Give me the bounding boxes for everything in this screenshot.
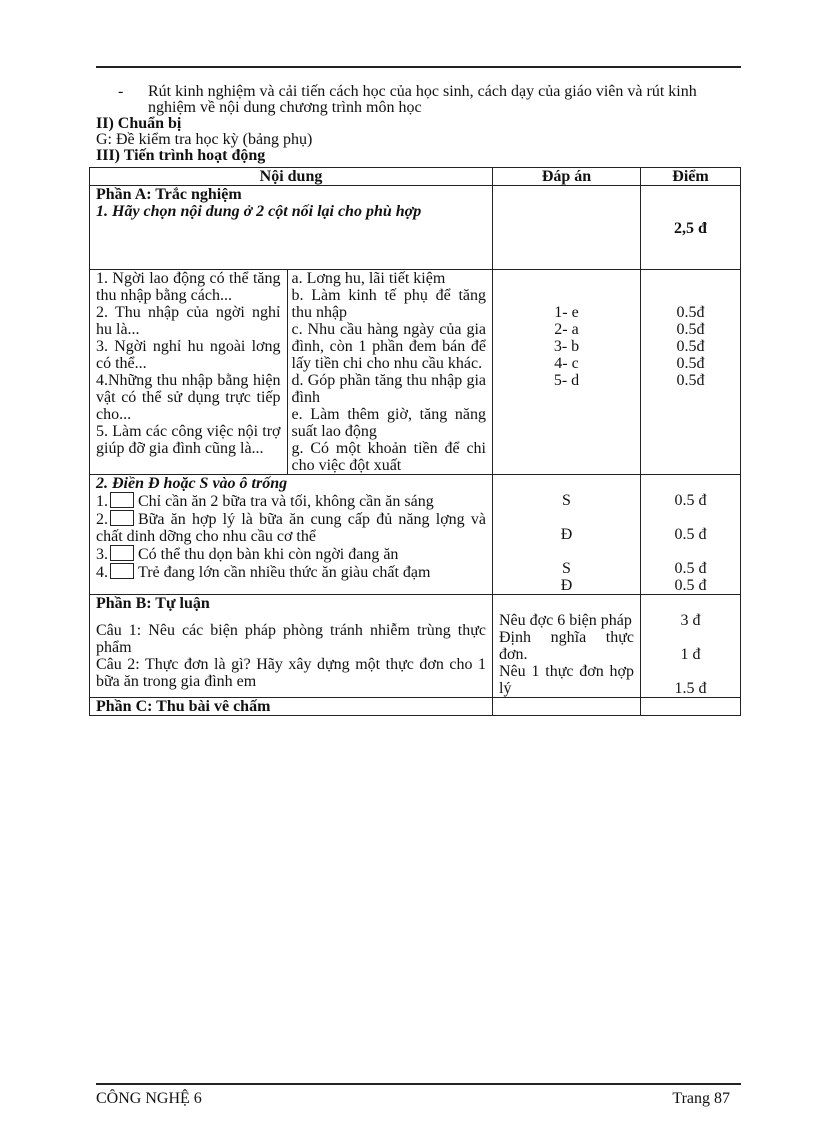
- footer-rule: [96, 1083, 741, 1085]
- part-a-header-row: [90, 186, 741, 270]
- exam-table: [89, 167, 741, 716]
- answer-box[interactable]: [110, 563, 134, 579]
- essay-question-2: Câu 2: Thực đơn là gì? Hãy xây dựng một thực đơn cho 1 bữa ăn trong gia đình em: [96, 656, 486, 690]
- section-title-preparation: II) Chuẩn bị: [96, 115, 182, 132]
- tf-score: 0.5 đ: [674, 560, 707, 577]
- match-right-item: e. Làm thêm giờ, tăng năng suất lao động: [291, 406, 486, 440]
- question-1-total-score: 2,5 đ: [674, 220, 707, 237]
- answer-box[interactable]: [110, 545, 134, 561]
- match-right-item: c. Nhu cầu hàng ngày của gia đình, còn 1 phần đem bán để lấy tiền chi cho nhu cầu khác.: [291, 321, 486, 372]
- part-c-title: Phần C: Thu bài vê chấm: [90, 698, 493, 716]
- match-answer: 4- c: [554, 355, 579, 372]
- part-a-title: Phần A: Trắc nghiệm: [96, 186, 242, 203]
- tf-item: 1. Chỉ cần ăn 2 bữa tra và tối, không cần ăn sáng: [96, 493, 434, 510]
- objective-text: Rút kinh nghiệm và cải tiến cách học của học sinh, cách dạy của giáo viên và rút kinh nghiệm về nội dung chương trình môn học: [148, 83, 697, 116]
- tf-answer: S: [562, 492, 571, 509]
- section-title-activities: III) Tiến trình hoạt động: [96, 147, 266, 164]
- question-1-title: 1. Hãy chọn nội dung ở 2 cột nối lại cho phù hợp: [96, 203, 422, 220]
- match-score: 0.5đ: [676, 372, 705, 389]
- intro-section: [96, 84, 741, 164]
- essay-score: 1.5 đ: [674, 680, 707, 697]
- header-rule: [96, 66, 741, 68]
- essay-answer: Định nghĩa thực đơn.: [499, 629, 634, 663]
- footer-page-number: Trang 87: [672, 1090, 730, 1107]
- match-right-item: b. Làm kinh tế phụ để tăng thu nhập: [291, 287, 486, 321]
- matching-columns: [90, 270, 492, 474]
- part-b-row: [90, 595, 741, 698]
- table-header-row: [90, 168, 741, 186]
- tf-answer: Đ: [560, 577, 573, 594]
- match-left-item: 1. Ngời lao động có thể tăng thu nhập bằng cách...: [96, 270, 281, 304]
- essay-score: 1 đ: [680, 646, 701, 663]
- match-answer: 3- b: [553, 338, 580, 355]
- bullet-dash: -: [118, 83, 124, 100]
- match-score: 0.5đ: [676, 304, 705, 321]
- tf-item: 4. Trẻ đang lớn cần nhiều thức ăn giàu chất đạm: [96, 564, 431, 581]
- header-content: Nội dung: [90, 168, 493, 186]
- answer-box[interactable]: [110, 492, 134, 508]
- match-right-item: g. Có một khoản tiền để chi cho việc đột xuất: [291, 440, 486, 474]
- objective-bullet: [96, 84, 741, 116]
- match-right-item: a. Lơng hu, lãi tiết kiệm: [291, 270, 446, 287]
- match-answer: 2- a: [554, 321, 579, 338]
- match-score: 0.5đ: [676, 355, 705, 372]
- match-answer: 5- d: [553, 372, 580, 389]
- true-false-row: [90, 475, 741, 595]
- matching-row: [90, 270, 741, 475]
- match-score: 0.5đ: [676, 321, 705, 338]
- match-left-item: 2. Thu nhập của ngời nghỉ hu là...: [96, 304, 281, 338]
- answer-box[interactable]: [110, 510, 134, 526]
- footer-subject: CÔNG NGHỆ 6: [96, 1090, 202, 1107]
- preparation-line: G: Đề kiểm tra học kỳ (bảng phụ): [96, 131, 313, 148]
- match-right-item: d. Góp phần tăng thu nhập gia đình: [291, 372, 486, 406]
- essay-answer: Nêu 1 thực đơn hợp lý: [499, 663, 634, 697]
- match-left-item: 5. Làm các công việc nội trợ giúp đỡ gia đình cũng là...: [96, 423, 281, 457]
- header-answer: Đáp án: [493, 168, 641, 186]
- tf-score: 0.5 đ: [674, 577, 707, 594]
- tf-answer: S: [562, 560, 571, 577]
- match-left-item: 4.Những thu nhập bằng hiện vật có thể sử dụng trực tiếp cho...: [96, 372, 281, 423]
- part-c-row: [90, 698, 741, 716]
- tf-score: 0.5 đ: [674, 526, 707, 543]
- tf-score: 0.5 đ: [674, 492, 707, 509]
- tf-answer: Đ: [560, 526, 573, 543]
- essay-question-1: Câu 1: Nêu các biện pháp phòng tránh nhiễm trùng thực phẩm: [96, 622, 486, 656]
- essay-answer: Nêu đợc 6 biện pháp: [499, 612, 632, 629]
- match-score: 0.5đ: [676, 338, 705, 355]
- header-score: Điểm: [641, 168, 741, 186]
- tf-item: 2. Bữa ăn hợp lý là bữa ăn cung cấp đủ năng lợng và chất dinh dỡng cho nhu cầu cơ thể: [96, 511, 486, 545]
- match-answer: 1- e: [554, 304, 579, 321]
- tf-item: 3. Có thể thu dọn bàn khi còn ngời đang ăn: [96, 546, 399, 563]
- match-left-item: 3. Ngời nghỉ hu ngoài lơng có thể...: [96, 338, 281, 372]
- question-2-title: 2. Điền Đ hoặc S vào ô trống: [96, 475, 288, 492]
- part-b-title: Phần B: Tự luận: [96, 595, 210, 612]
- essay-score: 3 đ: [680, 612, 701, 629]
